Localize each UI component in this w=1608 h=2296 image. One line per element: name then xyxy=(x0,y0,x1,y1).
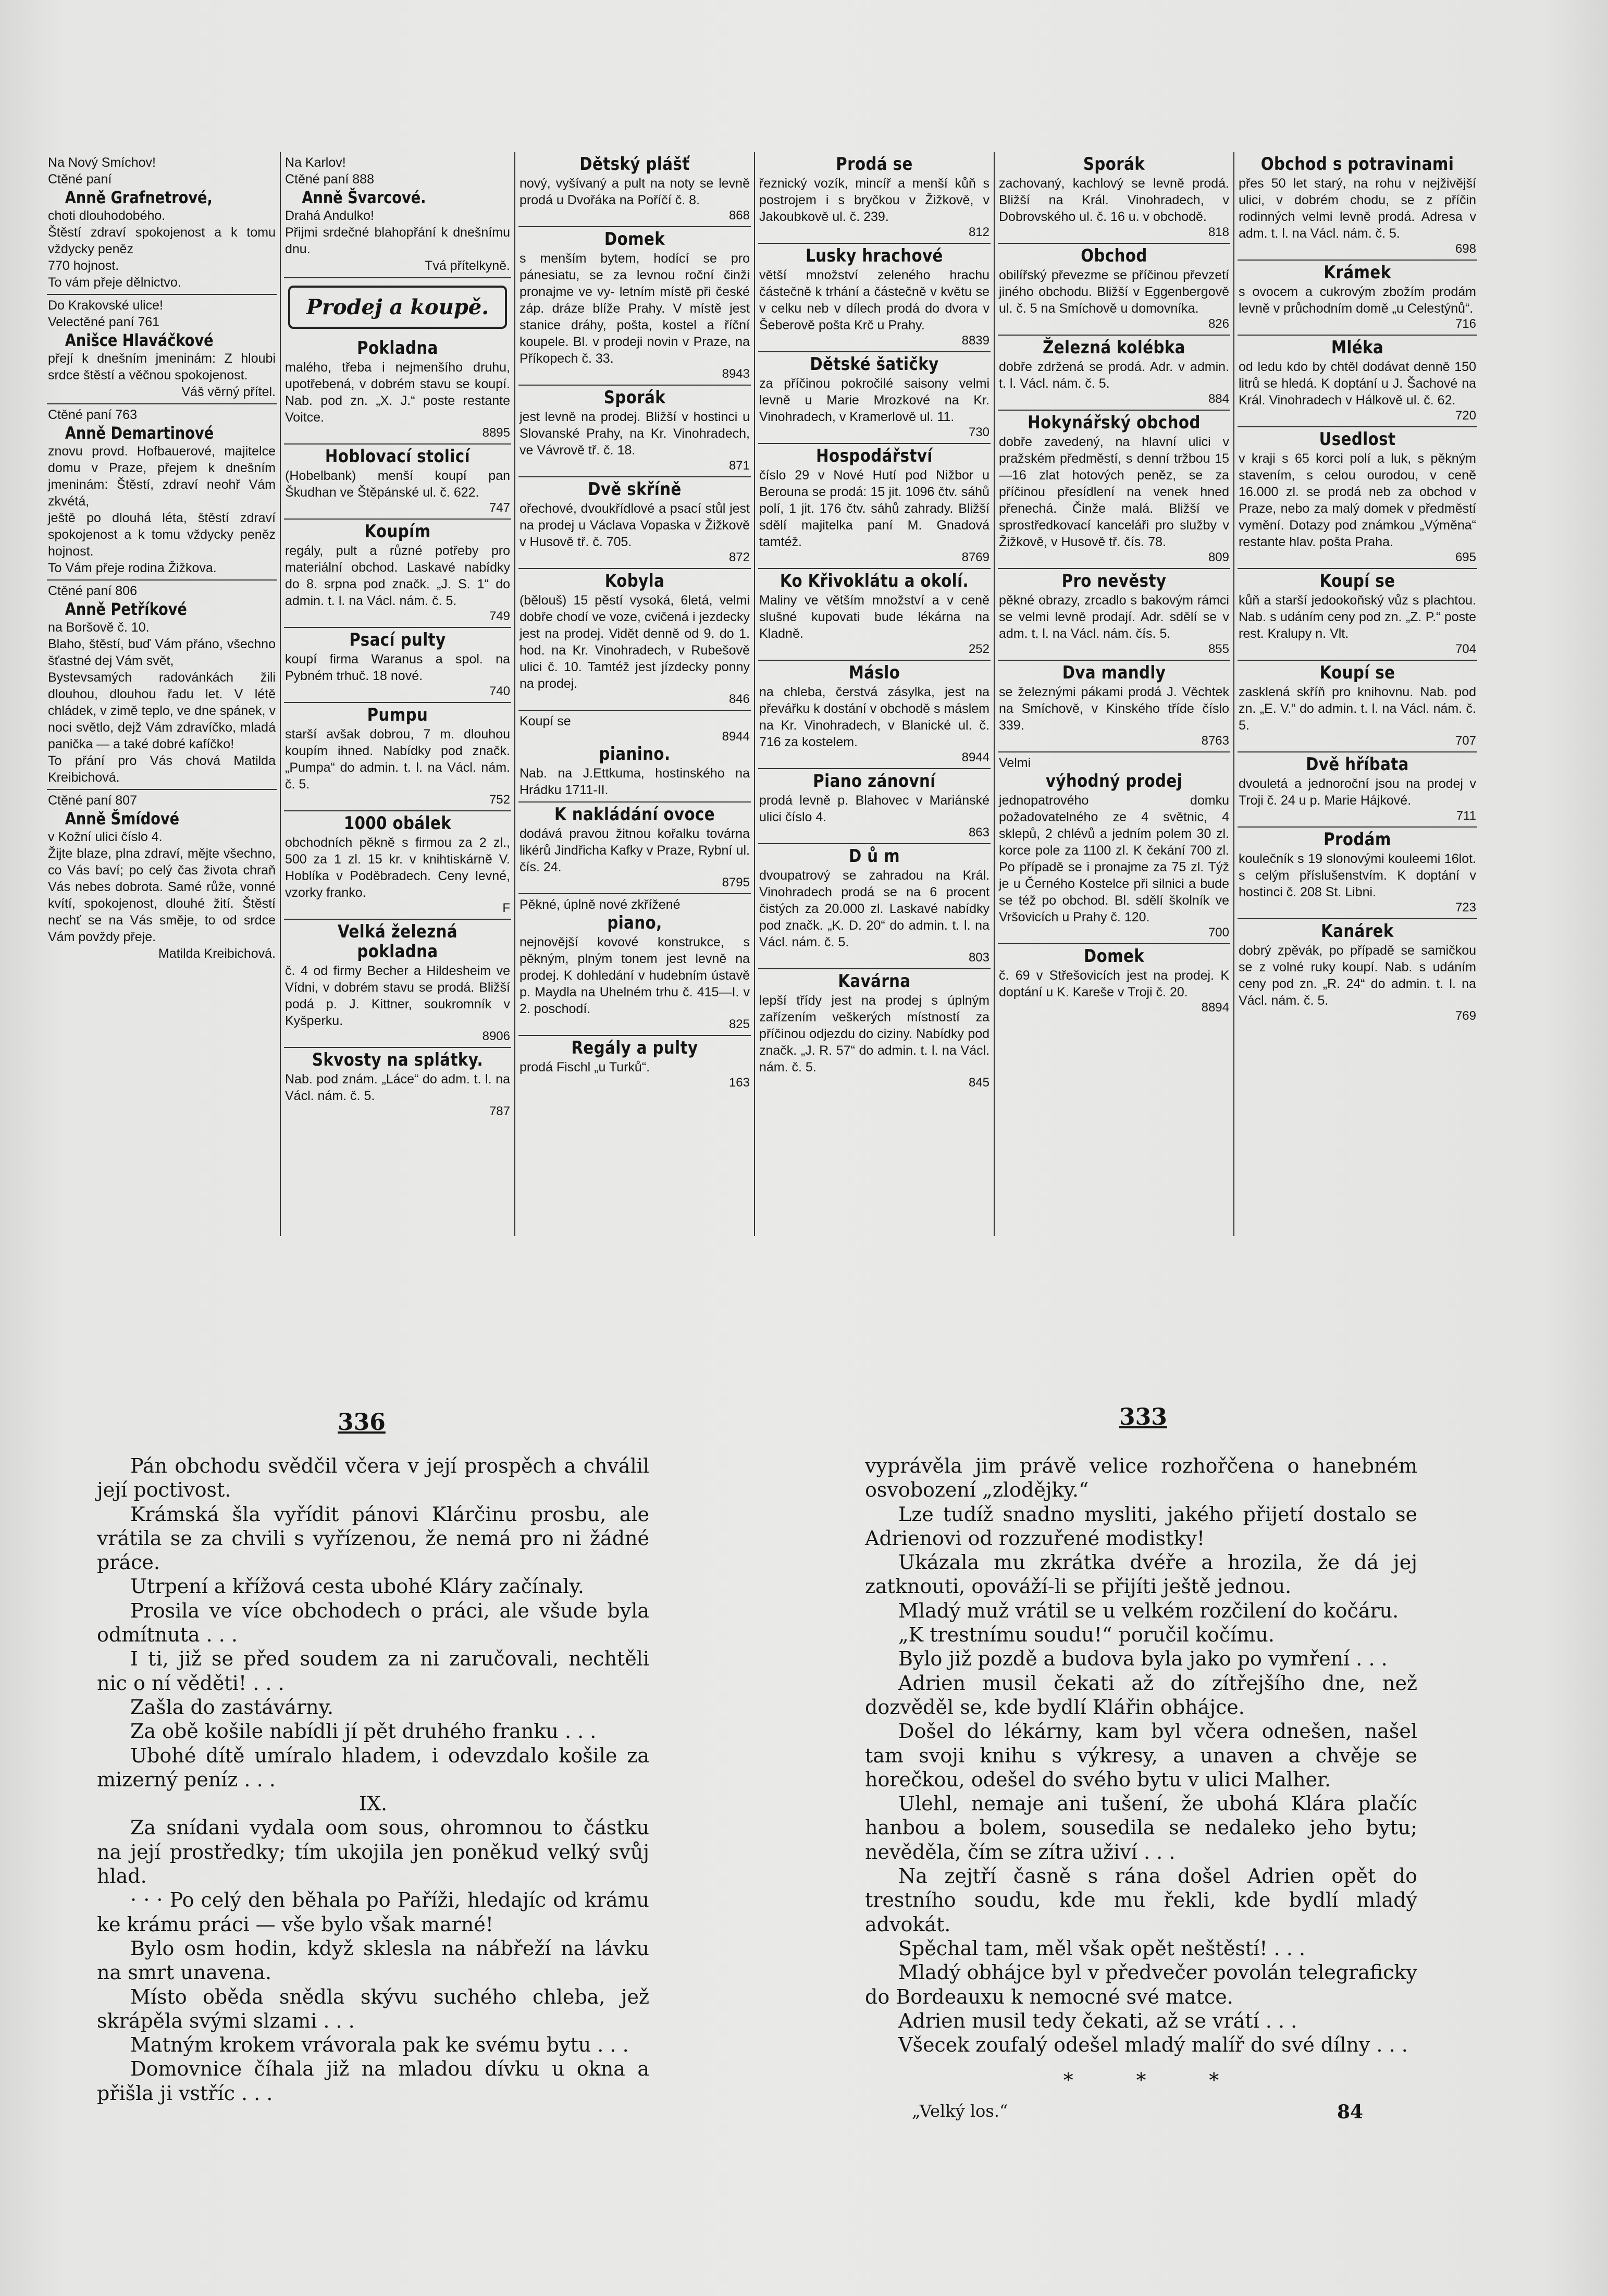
classified-ad xyxy=(758,352,991,444)
ad-number: 707 xyxy=(1455,734,1476,748)
ad-heading: Regály a pulty xyxy=(571,1038,698,1058)
ad-heading: Domek xyxy=(1083,946,1145,967)
ad-heading: 1000 obálek xyxy=(343,813,452,834)
ad-text: jest levně na prodej. Bližší v hostinci u Slovanské Prahy, na Kr. Vinohradech, ve Vávrově tř. č. 18. xyxy=(519,410,750,458)
ad-heading: Kavárna xyxy=(838,971,911,992)
ad-heading: K nakládání ovoce xyxy=(554,804,715,825)
ad-number: 740 xyxy=(489,684,510,698)
greeting-name: Anně Švarcové. xyxy=(302,188,426,207)
greeting-signature: To přání pro Vás chová Matilda Kreibichová. xyxy=(48,754,276,785)
greeting-line: Ctěné paní 763 xyxy=(48,408,137,422)
ad-heading: Piano zánovní xyxy=(813,771,936,792)
ad-text: obchodních pěkně s firmou za 2 zl., 500 za 1 zl. 15 kr. v knihtiskárně V. Hoblíka v Poděbradech. Ceny levné, vzorky franko. xyxy=(285,835,510,900)
greeting-text: znovu provd. Hofbauerové, majitelce domu v Praze, přejem k dnešním jmeninám: Štěstí, zdraví neohř Vám zkvétá, xyxy=(48,444,276,509)
story-paragraph: Matným krokem vrávorala pak ke svému bytu . . . xyxy=(130,2033,629,2057)
classified-ad xyxy=(1238,919,1477,1027)
classified-ad xyxy=(518,711,751,803)
story-paragraph: Domovnice číhala již na mladou dívku u okna a přišla ji vstříc . . . xyxy=(97,2057,649,2105)
story-paragraph: Krámská šla vyřídit pánovi Klárčinu prosbu, ale vrátila se za chvili s vyřízenou, že nemá pro ni žádné práce. xyxy=(97,1502,649,1574)
ad-text: v kraji s 65 korci polí a luk, s pěkným stavením, s celou ourodou, v ceně 16.000 zl. se prodá neb za obchod v Praze, nebo za malý domek v předměstí vymění. Dotazy pod známkou „Výměna“ restante hlav. pošta Praha. xyxy=(1239,451,1476,549)
ad-text: na chleba, čerstvá zásylka, jest na převářku k dostání v obchodě s máslem na Kr. Vinohradech, v Blanické ul. č. 716 za kostelem. xyxy=(759,685,989,749)
classified-ad xyxy=(998,944,1230,1018)
ad-text: zasklená skříň pro knihovnu. Nab. pod zn. „E. V.“ do admin. t. l. na Václ. nám. č. 5. xyxy=(1239,685,1476,733)
story-paragraph: Na zejtří časně s rána došel Adrien opět do trestního soudu, kde mu řekli, kde bydlí mladý advokát. xyxy=(865,1865,1417,1936)
story-paragraph: Prosila ve více obchodech o práci, ale všude byla odmítnuta . . . xyxy=(97,1599,649,1647)
greeting-signature: Tvá přítelkyně. xyxy=(425,258,510,273)
ad-heading: Dětský plášť xyxy=(579,154,690,175)
ad-text: číslo 29 v Nové Hutí pod Nižbor u Berouna se prodá: 15 jit. 1096 čtv. sáhů polí, 1 jit. 176 čtv. sáhů zahrady. Bližší sdělí majitelka paní M. Gnadová tamtéž. xyxy=(759,468,989,549)
greeting-text: Bystevsamých radovánkách žili dlouhou, dlouhou řadu let. V létě chládek, v zimě teplo, ve dne spánek, v noci světlo, dejž Vám zdravíčko, mladá panička — a také dobré kafíčko! xyxy=(48,670,276,751)
greeting-line: Na Nový Smíchov! xyxy=(48,155,156,170)
ad-text: prodá levně p. Blahovec v Mariánské ulici číslo 4. xyxy=(759,793,989,824)
ad-heading: Dvě skříně xyxy=(588,479,682,500)
ad-number: 818 xyxy=(1208,225,1229,239)
ad-number: 8795 xyxy=(722,875,750,890)
ad-text: lepší třídy jest na prodej s úplným zařízením veškerých místností za příčinou odjezdu do ciziny. Nabídky pod značk. „J. R. 57“ do admin. t. l. na Václ. nám. č. 5. xyxy=(759,993,989,1075)
section-heading-box: Prodej a koupě. xyxy=(288,286,507,329)
greeting-ad xyxy=(47,404,277,581)
classified-ad xyxy=(518,386,751,477)
ads-column-3 xyxy=(515,152,755,1236)
classified-ad xyxy=(758,661,991,769)
story-paragraph: Ubohé dítě umíralo hladem, i odevzdalo košile za mizerný peníz . . . xyxy=(97,1744,649,1791)
ad-text: s ovocem a cukrovým zbožím prodám levně v průchodním domě „u Celestýnů“. xyxy=(1239,285,1476,316)
ad-number: 720 xyxy=(1455,409,1476,423)
ad-text: koulečník s 19 slonovými kouleemi 16lot. s celým příslušenstvím. K doptání v hostinci č. 208 St. Libni. xyxy=(1239,851,1476,899)
classified-ad xyxy=(518,477,751,569)
story-paragraph: Pán obchodu svědčil včera v její prospěch a chválil její poctivost. xyxy=(97,1454,649,1502)
story-paragraph: Zašla do zastávárny. xyxy=(130,1695,334,1719)
ad-number: 698 xyxy=(1455,242,1476,256)
ads-column-6 xyxy=(1234,152,1480,1236)
ad-text: dobře zavedený, na hlavní ulici v pražském předměstí, s denní tržbou 15—16 zlat hotových peněz, se za příčinou přesídlení na venek hned přenechá. Činže malá. Bližší ve sprostředkovací kanceláři pro služby v Žižkově, v Husově tř. čís. 78. xyxy=(999,435,1229,549)
left-page-number: 336 xyxy=(338,1409,386,1436)
ad-text: nejnovější kovové konstrukce, s pěkným, plným tonem jest levně na prodej. K dohledání v hudebním ústavě p. Maydla na Uhelném trhu č. 415—I. v 2. poschodí. xyxy=(519,935,750,1016)
greeting-line: Ctěné paní xyxy=(48,172,112,187)
ad-text: zachovaný, kachlový se levně prodá. Bližší na Král. Vinohradech, v Dobrovského ul. č. 16 u. v obchodě. xyxy=(999,176,1229,224)
ad-heading: Obchod s potravinami xyxy=(1260,154,1454,175)
classified-ad xyxy=(284,1048,511,1122)
ad-number: 695 xyxy=(1455,550,1476,564)
greeting-ad xyxy=(284,152,511,278)
ad-heading: pianino. xyxy=(599,744,671,764)
ad-text: Maliny ve větším množství a v ceně slušné kupovati bude lékárna na Kladně. xyxy=(759,593,989,641)
ad-text: č. 69 v Střešovicích jest na prodej. K doptání u K. Kareše v Troji č. 20. xyxy=(999,968,1229,999)
ad-heading: Koupím xyxy=(364,521,431,542)
story-paragraph: Mladý muž vrátil se u velkém rozčilení do kočáru. xyxy=(898,1599,1399,1622)
story-paragraph: Lze tudíž snadno mysliti, jakého přijetí dostalo se Adrienovi od rozzuřené modistky! xyxy=(865,1502,1417,1550)
ad-text: koupí firma Waranus a spol. na Pybném trhuč. 18 nové. xyxy=(285,652,510,683)
story-paragraph: Bylo již pozdě a budova byla jako po vymření . . . xyxy=(898,1647,1388,1671)
classified-ad xyxy=(1238,152,1477,261)
ad-number: 769 xyxy=(1455,1009,1476,1023)
ad-number: 749 xyxy=(489,609,510,623)
ad-heading: Koupí se xyxy=(1319,662,1395,683)
ad-text: od ledu kdo by chtěl dodávat denně 150 litrů se hledá. K doptání u J. Šachové na Král. Vinohradech v Hálkově ul. č. 62. xyxy=(1239,360,1476,408)
classified-ad xyxy=(284,811,511,920)
ad-heading: Dětské šatičky xyxy=(810,354,939,375)
classified-ad xyxy=(998,244,1230,336)
ad-heading: Hospodářství xyxy=(816,446,933,466)
ad-text: starší avšak dobrou, 7 m. dlouhou koupím ihned. Nabídky pod značk. „Pumpa“ do admin. t. l. na Václ. nám. č. 5. xyxy=(285,727,510,792)
ad-number: 868 xyxy=(728,208,750,223)
ad-text: ořechové, dvoukřídlové a psací stůl jest na prodej u Václava Vopaska v Žižkově v Husově tř. č. 705. xyxy=(519,501,750,549)
greeting-line: Na Karlov! xyxy=(285,155,346,170)
ad-heading: Velká železná pokladna xyxy=(337,921,458,962)
ad-text: dvoupatrový se zahradou na Král. Vinohradech prodá se na 6 procent čistých za 20.000 zl. Laskavé nabídky pod značk. „K. D. 20“ do admin. t. l. na Václ. nám. č. 5. xyxy=(759,868,989,949)
ad-heading: Sporák xyxy=(1083,154,1145,175)
greeting-line: Drahá Andulko! xyxy=(285,208,374,223)
right-page-number: 333 xyxy=(1119,1404,1167,1430)
ad-number: 8769 xyxy=(961,550,989,564)
ad-number: 752 xyxy=(489,793,510,807)
greeting-line: 770 hojnost. xyxy=(48,258,119,273)
ad-text: Nab. pod znám. „Láce“ do adm. t. l. na Václ. nám. č. 5. xyxy=(285,1072,510,1103)
ad-number: 723 xyxy=(1455,900,1476,915)
classified-ad xyxy=(518,152,751,227)
greeting-line: Ctěné paní 807 xyxy=(48,793,137,808)
story-paragraph: I ti, již se před soudem za ni zaručovali, nechtěli nic o ní věděti! . . . xyxy=(97,1647,649,1695)
ad-text: (Hobelbank) menší koupí pan Škudhan ve Štěpánské ul. č. 622. xyxy=(285,468,510,500)
ad-number: 716 xyxy=(1455,317,1476,331)
greeting-signature: To vám přeje dělnictvo. xyxy=(48,275,181,290)
classified-ad xyxy=(518,569,751,711)
ad-text: obilířský převezme se příčinou převzetí jiného obchodu. Bližší v Eggenbergově ul. č. 5 na Smíchově u domovníka. xyxy=(999,268,1229,316)
story-paragraph: Došel do lékárny, kam byl včera odnešen, našel tam svoji knihu s výkresy, a unaven a chvěje se horečkou, odešel do svého bytu v ulici Malher. xyxy=(865,1720,1417,1791)
ad-pretext: Velmi xyxy=(999,756,1031,770)
story-paragraph: Ulehl, nemaje ani tušení, že ubohá Klára plačíc hanbou a bolem, sousedila se nedaleko jeho bytu; nevěděla, čím se zítra uživí . . . xyxy=(865,1792,1417,1863)
ad-heading: piano, xyxy=(607,912,662,933)
ad-number: 747 xyxy=(489,501,510,515)
ad-number: 803 xyxy=(968,951,989,965)
greeting-line: v Kožní ulici číslo 4. xyxy=(48,830,163,844)
ad-heading: Dva mandly xyxy=(1062,662,1166,683)
ad-text: dvouletá a jednoroční jsou na prodej v Troji č. 24 u p. Marie Hájkové. xyxy=(1239,776,1476,808)
ad-heading: Ko Křivoklátu a okolí. xyxy=(780,571,969,591)
ad-text: (bělouš) 15 pěstí vysoká, 6letá, velmi dobře chodí ve voze, cvičená i jezdecky jest na prodej. Vidět denně od 9. do 1. hod. na Kr. Vinohradech, v Rubešově ulici č. 10. Tamtéž jest jízdecky ponny na prodej. xyxy=(519,593,750,691)
ad-heading: Lusky hrachové xyxy=(806,245,943,266)
ad-number: 8895 xyxy=(482,426,510,440)
classified-ad xyxy=(1238,336,1477,427)
classified-ad xyxy=(1238,569,1477,661)
classified-ad xyxy=(1238,661,1477,752)
classified-ad xyxy=(518,227,751,386)
ad-number: 730 xyxy=(968,425,989,439)
ad-number: 871 xyxy=(728,459,750,473)
greeting-name: Anně Šmídové xyxy=(65,809,180,829)
classified-ad xyxy=(1238,427,1477,569)
ad-text: č. 4 od firmy Becher a Hildesheim ve Vídni, v dobrém stavu se prodá. Bližší podá p. J. Kittner, soukromník v Kyšperku. xyxy=(285,964,510,1028)
classified-ad xyxy=(1238,828,1477,919)
ad-number: 8763 xyxy=(1201,734,1229,748)
ad-text: dobrý zpěvák, po případě se samičkou se z volné ruky koupí. Nab. s udáním ceny pod zn. „R. 24“ do admin. t. l. na Václ. nám. č. 5. xyxy=(1239,943,1476,1008)
classified-ad xyxy=(758,152,991,244)
classified-ad xyxy=(758,844,991,969)
classified-ad xyxy=(1238,752,1477,828)
ad-text: se železnými pákami prodá J. Věchtek na Smíchově, v Kinského tříde číslo 339. xyxy=(999,685,1229,733)
classified-ad xyxy=(758,969,991,1093)
greeting-ad xyxy=(47,790,277,965)
ad-number: 8944 xyxy=(722,730,750,744)
ad-text: nový, vyšívaný a pult na noty se levně prodá u Dvořáka na Poříčí č. 8. xyxy=(519,176,750,207)
classified-ad xyxy=(998,411,1230,569)
story-paragraph: Adrien musil tedy čekati, až se vrátí . . . xyxy=(898,2009,1297,2032)
ad-heading: Usedlost xyxy=(1319,429,1396,450)
ad-heading: Kanárek xyxy=(1321,921,1394,942)
story-paragraph: Mladý obhájce byl v předvečer povolán telegraficky do Bordeauxu k nemocné své matce. xyxy=(865,1961,1417,2008)
ad-heading: Koupí se xyxy=(1319,571,1395,591)
classified-ad xyxy=(998,661,1230,752)
story-paragraph: Bylo osm hodin, když sklesla na nábřeží na lávku na smrt unavena. xyxy=(97,1936,649,1984)
greeting-text: Blaho, štěstí, buď Vám přáno, všechno šťastné dej Vám svět, xyxy=(48,637,276,668)
ad-text: dobře zdržená se prodá. Adr. v admin. t. l. Václ. nám. č. 5. xyxy=(999,360,1229,391)
footer-title: „Velký los.“ xyxy=(912,2101,1008,2121)
story-paragraph: Adrien musil čekati až do zítřejšího dne, než dozvěděl se, kde bydlí Klářin obhájce. xyxy=(865,1671,1417,1719)
ad-text: kůň a starší jedookoňský vůz s plachtou. Nab. s udáním ceny pod zn. „Z. P.“ poste rest. Kralupy n. Vlt. xyxy=(1239,593,1476,641)
greeting-ad xyxy=(47,152,277,295)
ad-heading: Dvě hříbata xyxy=(1306,754,1409,775)
ad-heading: Sporák xyxy=(603,387,666,408)
story-paragraph: · · · Po celý den běhala po Paříži, hledajíc od krámu ke krámu práci — vše bylo však marné! xyxy=(97,1888,649,1936)
story-paragraph: Za obě košile nabídli jí pět druhého franku . . . xyxy=(130,1720,597,1743)
ad-heading: Obchod xyxy=(1081,245,1147,266)
story-left-column xyxy=(97,1454,649,2105)
ad-number: 846 xyxy=(728,692,750,706)
story-paragraph: Ukázala mu zkrátka dvéře a hrozila, že dá jej zatknouti, opováží-li se přijíti ještě jednou. xyxy=(865,1551,1417,1598)
story-paragraph: Utrpení a křížová cesta ubohé Kláry začínaly. xyxy=(130,1575,584,1598)
classified-ad xyxy=(284,336,511,445)
classified-ad xyxy=(284,445,511,520)
ad-heading: Železná kolébka xyxy=(1043,337,1185,358)
classified-ad xyxy=(998,152,1230,244)
greeting-line: Do Krakovské ulice! xyxy=(48,298,163,313)
ad-text: prodá Fischl „u Turků“. xyxy=(519,1060,650,1075)
ad-heading: Pro nevěsty xyxy=(1061,571,1167,591)
ad-number: 700 xyxy=(1208,925,1229,940)
classified-ad xyxy=(284,520,511,628)
ad-number: 252 xyxy=(968,642,989,656)
ad-text: větší množství zeleného hrachu částečně k trhání a částečně v květu se v celku neb v dílech prodá do dvora v Šeberově pošta Krč u Prahy. xyxy=(759,268,989,332)
greeting-text: Přijmi srdečné blahopřání k dnešnímu dnu. xyxy=(285,225,510,256)
ad-number: 863 xyxy=(968,825,989,840)
ads-column-1 xyxy=(44,152,281,1236)
greeting-line: Velectěné paní 761 xyxy=(48,315,160,329)
ad-number: 8943 xyxy=(722,367,750,381)
ad-text: regály, pult a různé potřeby pro materiální obchod. Laskavé nabídky do 8. srpna pod značk. „J. S. 1“ do admin. t. l. na Václ. nám. č. 5. xyxy=(285,544,510,608)
ad-heading: Hokynářský obchod xyxy=(1028,412,1201,433)
advertisement-section xyxy=(44,152,1592,1236)
classified-ad xyxy=(518,894,751,1036)
footer-page-number: 84 xyxy=(1337,2101,1364,2123)
greeting-name: Anně Petříkové xyxy=(65,599,187,619)
ad-heading: Prodá se xyxy=(836,154,913,175)
ads-column-5 xyxy=(995,152,1234,1236)
ad-number: 163 xyxy=(728,1076,750,1090)
classified-ad xyxy=(998,752,1230,944)
ad-heading: Pokladna xyxy=(357,338,438,359)
ad-heading: D ů m xyxy=(848,846,900,867)
greeting-line: na Boršově č. 10. xyxy=(48,620,150,635)
ad-heading: Hoblovací stolicí xyxy=(325,446,471,467)
ad-number: 825 xyxy=(728,1017,750,1031)
ad-heading: Prodám xyxy=(1323,829,1391,850)
classified-ad xyxy=(758,444,991,569)
story-paragraph: Spěchal tam, měl však opět neštěstí! . . . xyxy=(898,1936,1306,1960)
greeting-text: Štěstí zdraví spokojenost a k tomu vždycky peněz xyxy=(48,225,276,256)
ad-pretext: Pěkné, úplně nové zkřížené xyxy=(519,897,681,912)
greeting-text: přejí k dnešním jmeninám: Z hloubi srdce štěstí a věčnou spokojenost. xyxy=(48,351,276,382)
ad-text: s menším bytem, hodící se pro pánesiatu, se za levnou roční činži pronajme ve vy- letním místě při české záp. dráze blíže Prahy. V místě jest stanice dráhy, pošta, kostel a říční koupele. Bl. v prodeji novin v Praze, na Příkopech č. 33. xyxy=(519,251,750,366)
ad-heading: Kobyla xyxy=(604,571,665,591)
classified-ad xyxy=(1238,261,1477,336)
ad-heading: Psací pulty xyxy=(349,629,446,650)
ads-column-4 xyxy=(755,152,995,1236)
ad-number: 809 xyxy=(1208,550,1229,564)
ad-number: 8944 xyxy=(961,750,989,764)
ad-number: 845 xyxy=(968,1076,989,1090)
ad-number: 826 xyxy=(1208,317,1229,331)
greeting-text: ještě po dlouhá léta, štěstí zdraví spokojenost a k tomu vždycky peněz hojnost. xyxy=(48,511,276,559)
classified-ad xyxy=(518,1036,751,1093)
ad-number: 711 xyxy=(1456,809,1476,823)
greeting-line: Ctěné paní 806 xyxy=(48,584,137,598)
greeting-signature: Matilda Kreibichová. xyxy=(158,946,276,961)
story-paragraph: Všecek zoufalý odešel mladý malíř do své dílny . . . xyxy=(898,2033,1408,2057)
classified-ad xyxy=(284,628,511,703)
story-paragraph: IX. xyxy=(358,1792,388,1816)
ad-number: 8894 xyxy=(1201,1001,1229,1015)
story-paragraph: Místo oběda snědla skývu suchého chleba, jež skrápěla svými slzami . . . xyxy=(97,1985,649,2032)
greeting-line: choti dlouhodobého. xyxy=(48,208,166,223)
ad-text: malého, třeba i nejmenšího druhu, upotřebená, v dobrém stavu se koupí. Nab. pod zn. „X. J.“ poste restante Voitce. xyxy=(285,360,510,425)
ad-heading: výhodný prodej xyxy=(1045,771,1183,792)
greeting-name: Anně Grafnetrové, xyxy=(65,188,213,207)
ad-number: 855 xyxy=(1208,642,1229,656)
greeting-text: Žijte blaze, plna zdraví, mějte všechno, co Vás baví; po celý čas života chraň Vás nebes dobrota. Samé růže, vonné kvítí, spokojenost, dlouhé žití. Štěstí nechť se na Vás směje, to od srdce Vám povždy přeje. xyxy=(48,846,276,944)
ad-number: 812 xyxy=(968,225,989,239)
ad-heading: Máslo xyxy=(848,662,900,683)
ad-heading: Domek xyxy=(604,229,665,250)
ad-heading: Skvosty na splátky. xyxy=(312,1050,484,1070)
story-right-column xyxy=(865,1454,1417,2093)
greeting-ad xyxy=(47,581,277,790)
greeting-signature: Váš věrný přítel. xyxy=(181,385,276,399)
greeting-line: Ctěné paní 888 xyxy=(285,172,374,187)
story-paragraph: Za snídani vydala oom sous, ohromnou to částku na její prostředky; tím ukojila jen poněkud velký svůj hlad. xyxy=(97,1816,649,1888)
ad-number: 8906 xyxy=(482,1029,510,1043)
ad-number: 787 xyxy=(489,1104,510,1118)
ad-pretext: Koupí se xyxy=(519,714,571,729)
story-paragraph: „K trestnímu soudu!“ poručil kočímu. xyxy=(898,1623,1275,1647)
classified-ad xyxy=(998,336,1230,411)
ad-text: Nab. na J.Ettkuma, hostinského na Hrádku 1711-II. xyxy=(519,766,750,797)
greeting-ad xyxy=(47,295,277,404)
ad-text: za příčinou pokročilé saisony velmi levně u Marie Mrozkové na Kr. Vinohradech, v Kramerlově ul. 11. xyxy=(759,376,989,424)
ads-column-2 xyxy=(281,152,515,1236)
ad-text: přes 50 let starý, na rohu v nejživější ulici, v dobrém chodu, se z příčin rodinných velmi levně prodá. Adresa v adm. t. l. na Václ. nám. č. 5. xyxy=(1239,176,1476,241)
story-paragraph: vyprávěla jim právě velice rozhořčena o hanebném osvobození „zlodějky.“ xyxy=(865,1454,1417,1502)
classified-ad xyxy=(284,703,511,811)
ad-number: 704 xyxy=(1455,642,1476,656)
ad-number: 872 xyxy=(728,550,750,564)
greeting-name: Anišce Hlaváčkové xyxy=(65,330,214,350)
ad-number: 8839 xyxy=(961,334,989,348)
ad-number: 884 xyxy=(1208,392,1229,406)
classified-ad xyxy=(284,920,511,1048)
classified-ad xyxy=(758,769,991,844)
classified-ad xyxy=(758,244,991,352)
ad-number: F xyxy=(502,901,510,915)
ad-text: pěkné obrazy, zrcadlo s bakovým rámci se velmi levně prodají. Adr. sdělí se v adm. t. l. na Václ. nám. čís. 5. xyxy=(999,593,1229,641)
ad-heading: Mléka xyxy=(1331,337,1384,358)
section-break-stars: * * * xyxy=(1063,2069,1219,2092)
ad-text: řeznický vozík, mincíř a menší kůň s postrojem i s bryčkou v Žižkově, v Jakoubkově ul. č. 239. xyxy=(759,176,989,224)
ad-text: dodává pravou žitnou kořalku továrna likérů Jindřicha Kafky v Praze, Rybní ul. čís. 24. xyxy=(519,826,750,874)
greeting-name: Anně Demartinové xyxy=(65,423,214,443)
ad-heading: Pumpu xyxy=(367,705,428,725)
ad-heading: Krámek xyxy=(1323,262,1391,283)
greeting-signature: To Vám přeje rodina Žižkova. xyxy=(48,561,217,575)
classified-ad xyxy=(998,569,1230,661)
ad-text: jednopatrového domku požadovatelného ze 4 světnic, 4 sklepů, 2 chlévů a jedním polem 30 zl. korce pole za 1100 zl. K čekání 700 zl. Po případě se i pronajme za 75 zl. Týž je u Černého Kostelce při silnici a bude se též po obchod. Bl. sdělí školník ve Vršovicích u Prahy č. 120. xyxy=(999,793,1229,924)
classified-ad xyxy=(518,803,751,894)
classified-ad xyxy=(758,569,991,661)
